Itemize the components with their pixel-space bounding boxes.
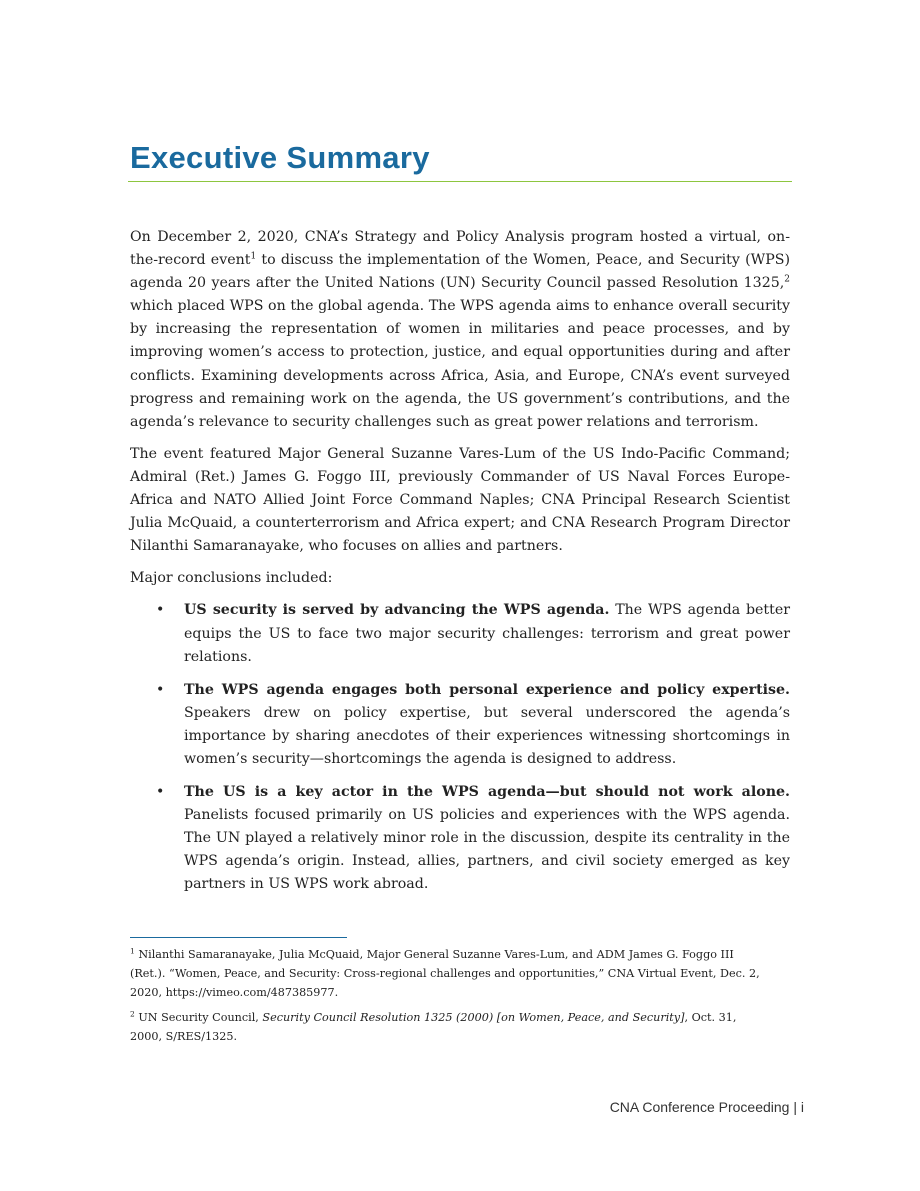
list-item	[130, 679, 790, 771]
page-footer: CNA Conference Proceeding | i	[609, 1099, 804, 1115]
bullet-icon: •	[156, 784, 165, 801]
conclusions-list	[130, 599, 790, 896]
list-item	[130, 781, 790, 896]
footnote-ref-2[interactable]: 2	[784, 274, 790, 285]
footnote-separator	[130, 937, 347, 938]
bullet-icon: •	[156, 602, 165, 619]
paragraph-conclusions-lead: Major conclusions included:	[130, 570, 333, 587]
footnote-ref-1[interactable]: 1	[250, 251, 257, 262]
intro-text-c: which placed WPS on the global agenda. The WPS agenda aims to enhance overall security by increasing the representation of women in militaries and peace processes, and by improving women’s access to protection, justice, and equal opportunities during and after conflicts. Examining developments across Africa, Asia, and Europe, CNA’s event surveyed progress and remaining work on the agenda, the US government’s contributions, and the agenda’s relevance to security challenges such as great power relations and terrorism.	[130, 298, 790, 430]
footnotes	[130, 945, 770, 1052]
footnote-2-pre: UN Security Council,	[134, 1011, 263, 1024]
footnote-2	[130, 1008, 770, 1046]
footnote-2-post: , Oct. 31, 2000, S/RES/1325.	[130, 1011, 737, 1043]
conclusion-text: The WPS agenda better equips the US to face two major security challenges: terrorism and great power relations.	[184, 602, 791, 665]
conclusion-heading: US security is served by advancing the WPS agenda.	[184, 602, 610, 619]
page-title: Executive Summary	[130, 140, 430, 175]
footnote-2-title: Security Council Resolution 1325 (2000) [on Women, Peace, and Security]	[262, 1011, 685, 1024]
intro-text-b: to discuss the implementation of the Women, Peace, and Security (WPS) agenda 20 years after the United Nations (UN) Security Council passed Resolution 1325,	[130, 252, 790, 292]
conclusion-heading: The US is a key actor in the WPS agenda—but should not work alone.	[184, 784, 790, 801]
body-text	[130, 226, 790, 907]
footnote-1-number: 1	[130, 946, 135, 956]
conclusion-text: Speakers drew on policy expertise, but several underscored the agenda’s importance by sharing anecdotes of their experiences witnessing shortcomings in women’s security—shortcomings the agenda is designed to address.	[184, 704, 790, 767]
footnote-2-number: 2	[130, 1009, 135, 1019]
title-underline	[128, 181, 792, 182]
bullet-icon: •	[156, 681, 165, 698]
list-item	[130, 599, 790, 668]
paragraph-intro	[130, 226, 790, 434]
conclusion-heading: The WPS agenda engages both personal experience and policy expertise.	[184, 681, 790, 698]
footnote-1-text: Nilanthi Samaranayake, Julia McQuaid, Major General Suzanne Vares-Lum, and ADM James G. Foggo III (Ret.). “Women, Peace, and Security: Cross-regional challenges and opportunities,” CNA Virtual Event, Dec. 2, 2020, https://vimeo.com/487385977.	[130, 948, 760, 999]
footnote-1	[130, 945, 770, 1002]
intro-text-a: On December 2, 2020, CNA’s Strategy and Policy Analysis program hosted a virtual, on-the-record event	[130, 229, 790, 269]
paragraph-speakers: The event featured Major General Suzanne Vares-Lum of the US Indo-Pacific Command; Admiral (Ret.) James G. Foggo III, previously Commander of US Naval Forces Europe-Africa and NATO Allied Joint Force Command Naples; CNA Principal Research Scientist Julia McQuaid, a counterterrorism and Africa expert; and CNA Research Program Director Nilanthi Samaranayake, who focuses on allies and partners.	[130, 445, 790, 555]
conclusion-text: Panelists focused primarily on US policies and experiences with the WPS agenda. The UN played a relatively minor role in the discussion, despite its centrality in the WPS agenda’s origin. Instead, allies, partners, and civil society emerged as key partners in US WPS work abroad.	[184, 807, 790, 893]
